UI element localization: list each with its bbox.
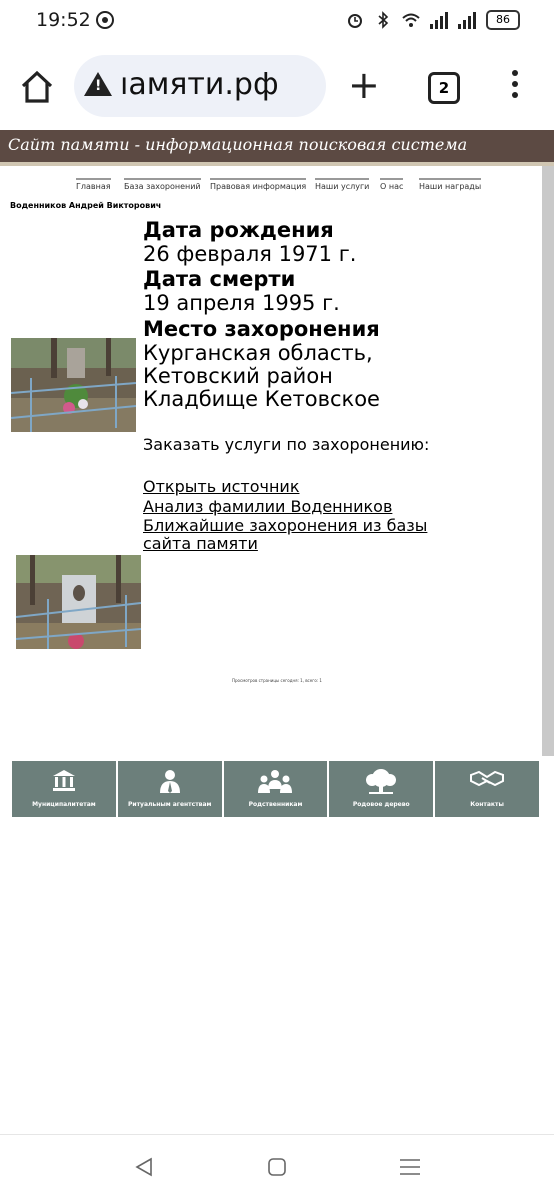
grave-photo-1[interactable]	[11, 338, 136, 432]
nav-home[interactable]: Главная	[76, 178, 111, 196]
back-icon[interactable]	[134, 1157, 154, 1177]
tile-funeral-agencies[interactable]	[118, 761, 222, 817]
order-services-text: Заказать услуги по захоронению:	[143, 435, 430, 454]
tile-municipalities-label: Муниципалитетам	[32, 801, 96, 808]
tab-count-button[interactable]: 2	[428, 72, 460, 104]
burial-label: Место захоронения	[143, 317, 380, 341]
person-name: Воденников Андрей Викторович	[10, 201, 162, 210]
warning-icon[interactable]	[84, 72, 112, 96]
site-banner	[0, 130, 554, 166]
bluetooth-icon	[374, 11, 392, 29]
battery-icon: 86	[486, 10, 520, 30]
home-nav-icon[interactable]	[267, 1157, 287, 1177]
url-text[interactable]: ıамяти.рф	[120, 67, 279, 102]
tile-relatives[interactable]	[224, 761, 328, 817]
building-icon	[52, 769, 76, 791]
tile-relatives-label: Родственникам	[248, 801, 303, 808]
whatsapp-icon	[96, 11, 114, 29]
tile-municipalities[interactable]	[12, 761, 116, 817]
site-title[interactable]: Сайт памяти - информационная поисковая система	[8, 135, 468, 154]
signal-2-icon	[458, 11, 476, 29]
footer-tiles	[12, 761, 539, 817]
tile-family-tree[interactable]	[329, 761, 433, 817]
page-scrollbar[interactable]	[542, 166, 554, 756]
burial-region: Курганская область,	[143, 341, 373, 365]
open-source-link[interactable]: Открыть источник	[143, 477, 300, 496]
burial-district: Кетовский район	[143, 364, 333, 388]
tile-family-tree-label: Родовое дерево	[352, 801, 410, 808]
surname-analysis-link[interactable]: Анализ фамилии Воденников	[143, 497, 393, 516]
tile-contacts[interactable]	[435, 761, 539, 817]
family-icon	[258, 769, 292, 793]
signal-1-icon	[430, 11, 448, 29]
page-views: Просмотров страницы сегодня: 1, всего: 1	[232, 678, 322, 683]
recents-icon[interactable]	[399, 1157, 421, 1177]
handshake-icon	[470, 769, 504, 789]
death-label: Дата смерти	[143, 267, 296, 291]
nav-about[interactable]: О нас	[380, 178, 403, 196]
nav-burial-base[interactable]: База захоронений	[124, 178, 201, 196]
new-tab-button[interactable]: +	[348, 63, 380, 107]
grave-photo-2[interactable]	[16, 555, 141, 649]
death-date: 19 апреля 1995 г.	[143, 291, 340, 315]
nearby-burials-link[interactable]: Ближайшие захоронения из базы	[143, 516, 428, 535]
tile-contacts-label: Контакты	[470, 801, 504, 808]
alarm-icon	[346, 11, 364, 29]
nav-awards[interactable]: Наши награды	[419, 178, 481, 196]
nav-legal-info[interactable]: Правовая информация	[210, 178, 306, 196]
tree-icon	[363, 769, 399, 795]
nav-services[interactable]: Наши услуги	[315, 178, 369, 196]
burial-cemetery: Кладбище Кетовское	[143, 387, 380, 411]
home-icon[interactable]	[18, 68, 56, 106]
browser-toolbar	[0, 48, 554, 128]
menu-icon[interactable]	[510, 70, 520, 104]
system-nav-bar	[0, 1134, 554, 1201]
agent-icon	[158, 769, 182, 793]
status-bar	[0, 0, 554, 44]
address-bar[interactable]	[74, 55, 326, 117]
wifi-icon	[402, 11, 420, 29]
status-time: 19:52	[36, 9, 91, 31]
birth-label: Дата рождения	[143, 218, 334, 242]
nearby-burials-link-cont[interactable]: сайта памяти	[143, 534, 258, 553]
tile-funeral-agencies-label: Ритуальным агентствам	[127, 801, 212, 808]
birth-date: 26 февраля 1971 г.	[143, 242, 357, 266]
status-icons	[346, 10, 520, 30]
